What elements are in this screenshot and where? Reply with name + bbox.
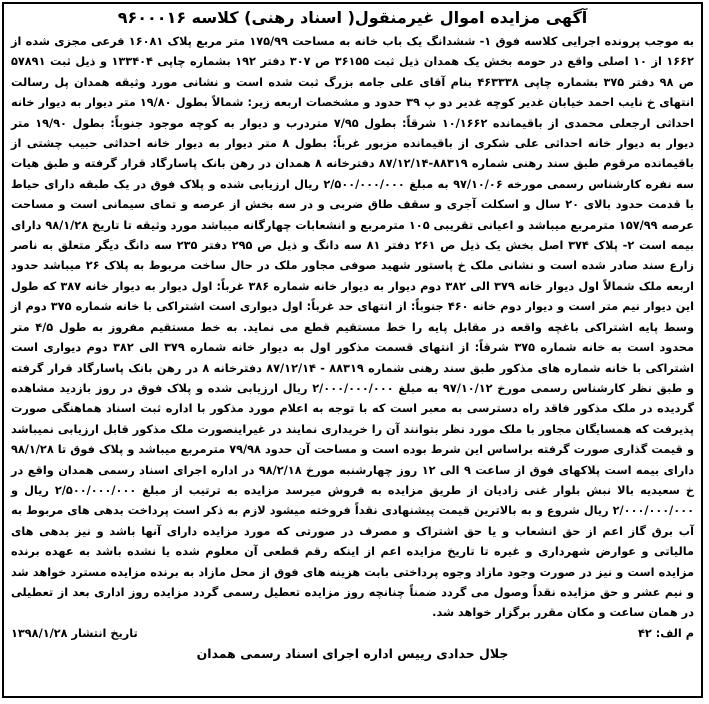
notice-footer — [11, 624, 694, 644]
auction-notice — [2, 2, 703, 698]
notice-code: م الف: ۴۲ — [637, 626, 694, 640]
signature-line: جلال حدادی رییس اداره اجرای اسناد رسمی همدان — [196, 645, 509, 661]
notice-paragraph: به موجب پرونده اجرایی کلاسه فوق ۱- ششدانگ یک باب خانه به مساحت ۱۷۵/۹۹ متر مربع پلاک ۱۶۰۸۱ فرعی مجزی شده از ۱۶۶۲ از ۱۰ اصلی واقع در حومه بخش یک همدان ذیل ثبت ۳۶۱۵۵ ص ۳۰۷ دفتر ۱۹۲ بشماره چاپی ۱۳۳۴۰۴ و ذیل ثبت ۵۷۸۹۱ ص ۹۸ دفتر ۳۷۵ بشماره چاپی ۴۶۳۳۳۸ بنام آقای علی جامه بزرگ ثبت شده است و نشانی مورد وثیقه همدان پل رسالت انتهای خ نایب احمد خیابان غدیر کوچه غدیر دو پ ۳۹ حدود و مشخصات اربعه زیر: شمالاً بطول ۱۹/۸۰ متر دیوار به دیوار خانه احداثی ارجعلی محمدی از باقیمانده ۱۰/۱۶۶۲ شرقاً: بطول ۷/۹۵ متردرب و دیوار به کوچه موجود جنوباً: بطول ۱۹/۹۰ متر دیوار به دیوار خانه احداثی علی شکری از باقیمانده مزبور غرباً: بطول ۸ متر دیوار به دیوار خانه احداثی حبیب چشتی از باقیمانده مرقوم طبق سند رهنی شماره ۸۸۳۱۹-۸۷/۱۲/۱۴ دفترخانه ۸ همدان در رهن بانک پاسارگاد قرار گرفته و طبق هیات سه نفره کارشناس رسمی مورخه ۹۷/۱۰/۰۶ به مبلغ ۲/۵۰۰/۰۰۰/۰۰۰ ریال ارزیابی شده و پلاک فوق در یک طبقه دارای حیاط با قدمت حدود بالای ۲۰ سال و اسکلت آجری و سقف طاق ضربی و در سه بخش از عرصه و تمای سیمانی است و مساحت عرصه ۱۵۷/۹۹ مترمربع میباشد و اعیانی تقریبی ۱۰۵ مترمربع و انشعابات چهارگانه میباشد مورد وثیقه تا تاریخ ۹۸/۱/۲۸ دارای بیمه است ۲- پلاک ۳۷۴ اصل بخش یک ذیل ص ۲۶۱ دفتر ۸۱ سه دانگ و ذیل ص ۲۹۵ دفتر ۲۳۵ سه دانگ دیگر متعلق به ناصر زارع سند صادر شده است و نشانی ملک خ پاستور شهید صوفی مجاور ملک در حال ساخت مربوط به پلاک ۲۶ میباشد حدود اربعه ملک شمالاً اول دیوار خانه ۳۷۹ الی ۳۸۲ دوم دیوار به دیوار خانه شماره ۳۸۶ غرباً: اول دیوار به دیوار خانه ۳۸۷ که طول این دیوار نیم متر است و دیوار دوم خانه ۴۶۰ جنوباً: از انتهای حد غرباً: اول دیواری است اشتراکی با خانه شماره ۳۷۵ دوم از وسط پایه اشتراکی باغچه واقعه در مقابل پایه را خط مستقیم قطع می نماید. به خط مستقیم مفروز به طول ۴/۵ متر محدود است به خانه شماره ۳۷۵ شرقاً: از انتهای قسمت مذکور اول به دیوار خانه شماره ۳۷۹ الی ۳۸۲ دوم دیواری است اشتراکی با خانه شماره های مذکور طبق سند رهنی شماره ۸۸۳۱۹ - ۸۷/۱۲/۱۴ دفترخانه ۸ در رهن بانک پاسارگاد قرار گرفته و طبق نظر کارشناس رسمی مورخ ۹۷/۱۰/۱۲ به مبلغ ۲/۰۰۰/۰۰۰/۰۰۰ ریال ارزیابی شده و پلاک فوق در روز بازدید مشاهده گردیده در ملک مذکور فاقد راه دسترسی به معبر است که با توجه به اعلام مورد مذکور با اداره ثبت اسناد هماهنگی صورت پذیرفت که همسایگان مجاور با ملک مورد نظر بتوانند آن را خریداری نمایند در غیراینصورت ملک مذکور قابل ارزیابی نمیباشد و قیمت گذاری صورت گرفته براساس این شرط بوده است و مساحت آن حدود ۷۹/۹۸ مترمربع میباشد و پلاک فوق تا ۹۸/۱/۲۸ دارای بیمه است پلاکهای فوق از ساعت ۹ الی ۱۲ روز چهارشنبه مورخ ۹۸/۲/۱۸ در اداره اجرای اسناد رسمی همدان واقع در خ سعیدیه بالا نبش بلوار غنی زادیان از طریق مزایده به فروش میرسد مزایده به ترتیب از مبلغ ۲/۵۰۰/۰۰۰/۰۰۰ ریال و ۲/۰۰۰/۰۰۰/۰۰۰ ریال شروع و به بالاترین قیمت پیشنهادی نقداً فروخته میشود لازم به ذکر است پرداخت بدهی های مربوط به آب برق گاز اعم از حق انشعاب و یا حق اشتراک و مصرف در صورتی که مورد مزایده دارای آنها باشد و نیز بدهی های مالیاتی و عوارض شهرداری و غیره تا تاریخ مزایده اعم از اینکه رقم قطعی آن معلوم شده یا نشده باشد به عهده برنده مزایده است و نیز در صورت وجود مازاد وجوه پرداختی بابت هزینه های فوق از محل مازاد به برنده مزایده مسترد خواهد شد و نیم عشر و حق مزایده نقداً وصول می گردد ضمناً چنانچه روز مزایده تعطیل رسمی گردد مزایده روز اداری بعد از تعطیلی در همان ساعت و مکان مقرر برگزار خواهد شد. — [11, 35, 695, 620]
notice-title: آگهی مزایده اموال غیرمنقول( اسناد رهنی) کلاسه ۹۶۰۰۰۱۶ — [117, 8, 588, 27]
publish-date: تاریخ انتشار ۱۳۹۸/۱/۲۸ — [11, 626, 138, 640]
notice-body — [11, 32, 694, 624]
